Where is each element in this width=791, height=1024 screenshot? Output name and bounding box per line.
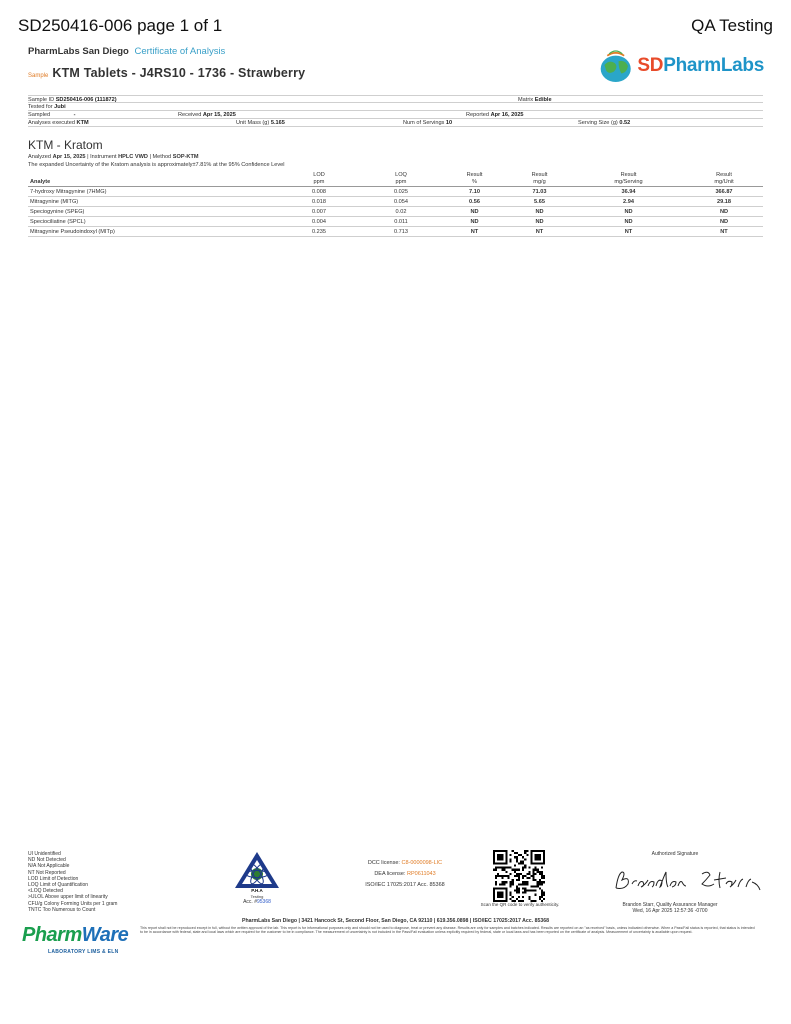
received-label: Received bbox=[178, 112, 202, 118]
col-header: Result mg/g bbox=[507, 171, 572, 187]
sample-info bbox=[28, 95, 763, 127]
accreditation-badge bbox=[232, 850, 282, 906]
col-header: Result % bbox=[442, 171, 507, 187]
analyte-name: 7-hydroxy Mitragynine (7HMG) bbox=[28, 187, 278, 197]
tested-for-label: Tested for bbox=[28, 104, 53, 110]
result-mg-per-g: NT bbox=[507, 227, 572, 237]
analyte-name: Speciogynine (SPEG) bbox=[28, 207, 278, 217]
col-header: LOQ ppm bbox=[360, 171, 442, 187]
globe-icon bbox=[596, 45, 635, 87]
col-header: Analyte bbox=[28, 171, 278, 187]
result-percent: NT bbox=[442, 227, 507, 237]
legend-item: N/A Not Applicable bbox=[28, 863, 70, 870]
analyses-value: KTM bbox=[76, 120, 89, 126]
dcc-license: DCC license: C8-0000098-LIC bbox=[367, 860, 443, 866]
qr-caption: Scan the QR code to verify authenticity. bbox=[480, 902, 560, 907]
info-row bbox=[28, 119, 763, 127]
result-mg-per-unit: NT bbox=[685, 227, 763, 237]
lod-value: 0.004 bbox=[278, 217, 360, 227]
doc-type: Certificate of Analysis bbox=[134, 46, 226, 57]
reported-value: Apr 16, 2025 bbox=[490, 112, 524, 118]
serving-size-value: 0.52 bbox=[619, 120, 631, 126]
brand-name: QA Testing bbox=[691, 16, 773, 35]
loq-value: 0.011 bbox=[360, 217, 442, 227]
table-row bbox=[28, 207, 763, 217]
sdpharmlabs-logo bbox=[596, 44, 764, 88]
result-mg-per-unit: ND bbox=[685, 207, 763, 217]
analyses-label: Analyses executed bbox=[28, 120, 75, 126]
results-table bbox=[28, 171, 763, 237]
table-row bbox=[28, 197, 763, 207]
legend-item: TNTC Too Numerous to Count bbox=[28, 906, 96, 913]
servings-label: Num of Servings bbox=[403, 120, 445, 126]
analyte-name: Mitragynine (MITG) bbox=[28, 197, 278, 207]
legend-item: NT Not Reported bbox=[28, 869, 66, 876]
sample-id-label: Sample ID bbox=[28, 97, 55, 103]
tested-for-value: Jubi bbox=[54, 104, 66, 110]
signature-date: Wed, 16 Apr 2025 12:57:36 -0700 bbox=[632, 908, 708, 914]
analyzed-label: Analyzed bbox=[28, 154, 52, 160]
lod-value: 0.235 bbox=[278, 227, 360, 237]
col-header: Result mg/Serving bbox=[572, 171, 685, 187]
result-percent: 0.56 bbox=[442, 197, 507, 207]
abbreviation-legend bbox=[28, 851, 117, 913]
unit-mass-label: Unit Mass (g) bbox=[236, 120, 270, 126]
analyzed-value: Apr 15, 2025 bbox=[52, 154, 86, 160]
handwritten-signature bbox=[610, 866, 770, 896]
matrix-value: Edible bbox=[534, 97, 552, 103]
accreditation-number: Acc. #95368 bbox=[243, 899, 271, 905]
instrument-value: HPLC VWD bbox=[118, 154, 148, 160]
page-header bbox=[18, 16, 773, 38]
analyte-name: Speciociliatine (SPCL) bbox=[28, 217, 278, 227]
pharmware-tagline: LABORATORY LIMS & ELN bbox=[48, 949, 119, 955]
logo-text: SDPharmLabs bbox=[637, 55, 764, 76]
legend-item: UI Unidentified bbox=[28, 851, 61, 857]
sample-id-value: SD250416-006 (111872) bbox=[55, 97, 117, 103]
lod-value: 0.008 bbox=[278, 187, 360, 197]
table-row bbox=[28, 187, 763, 197]
signatory-name: Brandon Starr, Quality Assurance Manager bbox=[622, 902, 718, 908]
lab-line bbox=[28, 46, 225, 57]
loq-value: 0.02 bbox=[360, 207, 442, 217]
licenses bbox=[345, 858, 465, 891]
sampled-value: - bbox=[73, 112, 76, 118]
disclaimer: This report shall not be reproduced except in full, without the written approval of the lab. This report is for informational purposes only and should not be used to diagnose, treat or prevent any disease. Results are only for samples and batches indicated. Results are reported on an "as received" basis, unless indicated otherwise. When a Pass/Fail status is reported, that status is intended to be in accordance with federal, state and local laws which are required for the customer to be in compliance. The measurement of uncertainty is not included in the Pass/Fail evaluation unless explicitly required by federal, state or local laws and has been reported on the certificate of analysis. Measurement of uncertainty is available upon request. bbox=[140, 926, 755, 935]
method-value: SOP-KTM bbox=[172, 154, 199, 160]
result-mg-per-g: 71.03 bbox=[507, 187, 572, 197]
loq-value: 0.025 bbox=[360, 187, 442, 197]
sample-tag: Sample bbox=[28, 73, 49, 79]
result-mg-per-unit: ND bbox=[685, 217, 763, 227]
result-mg-per-unit: 366.87 bbox=[685, 187, 763, 197]
loq-value: 0.054 bbox=[360, 197, 442, 207]
col-header: Result mg/Unit bbox=[685, 171, 763, 187]
accreditation-sub: Testing bbox=[250, 894, 264, 899]
unit-mass-value: 5.165 bbox=[270, 120, 285, 126]
table-row bbox=[28, 217, 763, 227]
signature-label: Authorized Signature bbox=[651, 851, 699, 857]
lod-value: 0.018 bbox=[278, 197, 360, 207]
pharmware-wordmark: PharmWare bbox=[22, 924, 129, 946]
result-percent: 7.10 bbox=[442, 187, 507, 197]
sample-line bbox=[28, 66, 305, 80]
analyte-name: Mitragynine Pseudoindoxyl (MITp) bbox=[28, 227, 278, 237]
loq-value: 0.713 bbox=[360, 227, 442, 237]
table-row bbox=[28, 227, 763, 237]
info-row bbox=[28, 103, 763, 111]
sampled-label: Sampled bbox=[28, 112, 51, 118]
accreditation-triangle-icon bbox=[232, 850, 282, 890]
result-mg-per-serving: ND bbox=[572, 217, 685, 227]
method-label: Method bbox=[152, 154, 172, 160]
pharmware-logo bbox=[22, 924, 129, 958]
serving-size-label: Serving Size (g) bbox=[578, 120, 618, 126]
result-percent: ND bbox=[442, 207, 507, 217]
legend-item: >ULOL Above upper limit of linearity bbox=[28, 894, 108, 901]
legend-item: LOD Limit of Detection bbox=[28, 875, 79, 882]
result-mg-per-serving: ND bbox=[572, 207, 685, 217]
result-mg-per-g: 5.65 bbox=[507, 197, 572, 207]
document-id: SD250416-006 page 1 of 1 bbox=[18, 16, 223, 35]
info-row bbox=[28, 111, 763, 119]
result-mg-per-serving: NT bbox=[572, 227, 685, 237]
legend-item: LOQ Limit of Quantification bbox=[28, 882, 89, 889]
legend-item: <LOQ Detected bbox=[28, 888, 63, 895]
result-mg-per-g: ND bbox=[507, 207, 572, 217]
col-header: LOD ppm bbox=[278, 171, 360, 187]
result-mg-per-serving: 2.94 bbox=[572, 197, 685, 207]
lab-name: PharmLabs San Diego bbox=[28, 46, 129, 57]
result-mg-per-serving: 36.94 bbox=[572, 187, 685, 197]
lab-address: PharmLabs San Diego | 3421 Hancock St, Second Floor, San Diego, CA 92110 | 619.356.0898 | ISO/IEC 17025:2017 Acc. 85368 bbox=[241, 918, 549, 924]
lod-value: 0.007 bbox=[278, 207, 360, 217]
table-header-row bbox=[28, 171, 763, 187]
result-mg-per-g: ND bbox=[507, 217, 572, 227]
iso-accreditation: ISO/IEC 17025:2017 Acc. 85368 bbox=[365, 882, 445, 888]
reported-label: Reported bbox=[466, 112, 490, 118]
accreditation-org: P.H.A bbox=[251, 888, 263, 893]
sample-name: KTM Tablets - J4RS10 - 1736 - Strawberry bbox=[52, 66, 306, 80]
uncertainty-note: The expanded Uncertainty of the Kratom analysis is approximately±7.81% at the 95% Confidence Level bbox=[28, 162, 285, 168]
result-percent: ND bbox=[442, 217, 507, 227]
section-title: KTM - Kratom bbox=[28, 138, 103, 152]
qr-code-icon[interactable] bbox=[493, 850, 545, 902]
section-meta: Analyzed Apr 15, 2025 | Instrument HPLC VWD | Method SOP-KTM bbox=[28, 154, 199, 160]
result-mg-per-unit: 29.18 bbox=[685, 197, 763, 207]
legend-item: CFU/g Colony Forming Units per 1 gram bbox=[28, 900, 118, 907]
info-row bbox=[28, 95, 763, 103]
instrument-label: Instrument bbox=[90, 154, 117, 160]
matrix-label: Matrix bbox=[518, 97, 534, 103]
servings-value: 10 bbox=[445, 120, 453, 126]
received-value: Apr 15, 2025 bbox=[202, 112, 236, 118]
dea-license: DEA license: RP0611043 bbox=[374, 871, 436, 877]
legend-item: ND Not Detected bbox=[28, 857, 66, 864]
